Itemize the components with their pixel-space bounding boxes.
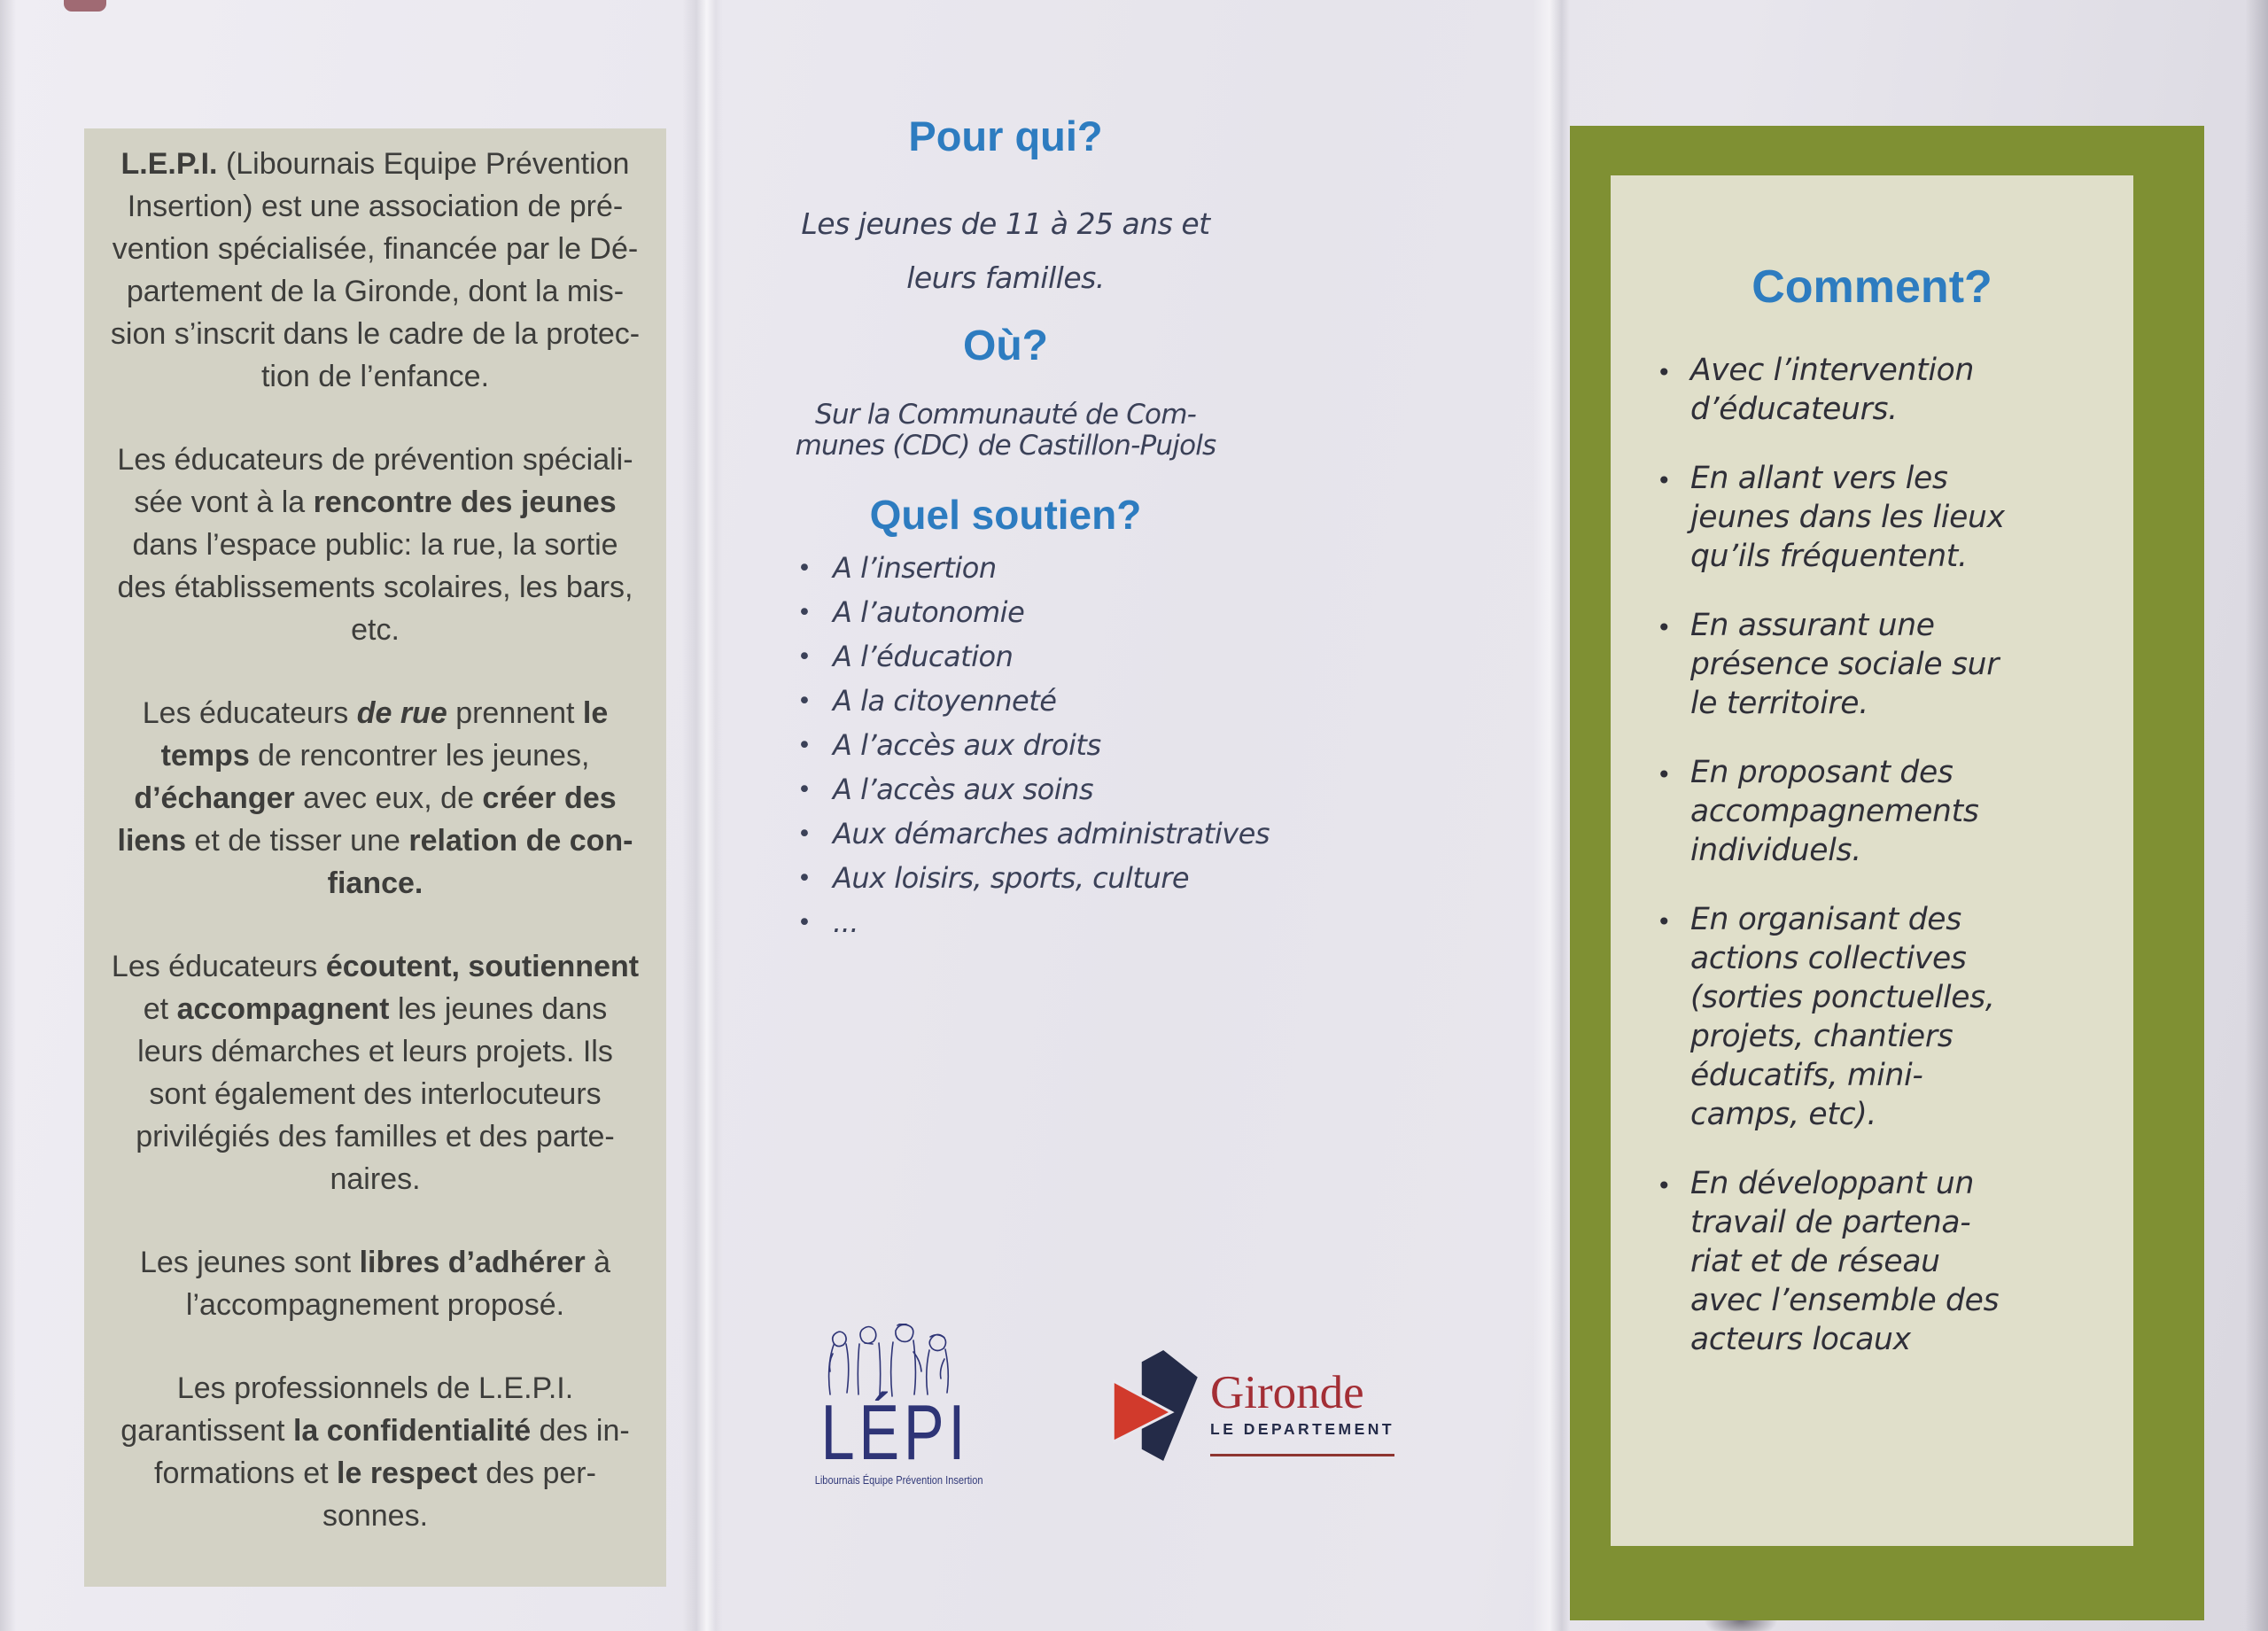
paragraph xyxy=(97,945,654,1200)
text-segment: relation de con- xyxy=(408,824,633,858)
bullet-item: • A la citoyenneté xyxy=(833,679,1270,723)
bullet-item: • En assurant une présence sociale sur le territoire. xyxy=(1690,606,2101,723)
gironde-logo-name: Gironde xyxy=(1210,1367,1364,1418)
text-segment: de rue xyxy=(356,696,447,730)
heading-ou: Où? xyxy=(963,322,1048,369)
bullet-item: • A l’éducation xyxy=(833,634,1270,679)
pour-qui-answer: Les jeunes de 11 à 25 ans et leurs familles. xyxy=(801,206,1210,295)
bullet-item: • En proposant des accompagnements individuels. xyxy=(1690,753,2101,870)
text-segment: l’accompagnement proposé. xyxy=(185,1288,565,1322)
text-segment: écoutent, soutiennent xyxy=(325,950,640,983)
bullet-item: • En développant un travail de partena- riat et de réseau avec l’ensemble des acteurs locaux xyxy=(1690,1164,2101,1359)
bullet-item: • En allant vers les jeunes dans les lieux qu’ils fréquentent. xyxy=(1690,459,2101,576)
text-segment: etc. xyxy=(351,613,400,647)
text-segment: de rencontrer les jeunes, xyxy=(249,739,590,773)
text-segment: fiance. xyxy=(327,866,423,900)
paragraph xyxy=(97,692,654,905)
text-segment: Insertion) est une association de pré- xyxy=(127,190,624,223)
text-segment: libres d’adhérer xyxy=(359,1246,586,1279)
text-segment: sion s’inscrit dans le cadre de la protec- xyxy=(110,317,641,351)
left-panel-text xyxy=(84,128,666,1587)
lepi-logo-tagline: Libournais Équipe Prévention Insertion xyxy=(814,1473,983,1487)
bullet-item: • En organisant des actions collectives (sorties ponctuelles, projets, chantiers éducatifs, mini- camps, etc). xyxy=(1690,900,2101,1134)
fold-crease-right xyxy=(1533,0,1570,1631)
text-segment: les jeunes dans xyxy=(389,992,608,1026)
ou-answer: Sur la Communauté de Com- munes (CDC) de Castillon-Pujols xyxy=(795,399,1216,462)
text-segment: d’échanger xyxy=(134,781,295,815)
comment-card xyxy=(1611,175,2133,1546)
text-segment: à xyxy=(585,1246,611,1279)
text-segment: leurs démarches et leurs projets. Ils xyxy=(137,1035,613,1068)
text-segment: avec eux, de xyxy=(294,781,483,815)
paper-edge-left xyxy=(0,0,16,1631)
text-segment: des per- xyxy=(477,1456,596,1490)
text-segment: formations et xyxy=(154,1456,338,1490)
bullet-item: • ... xyxy=(833,900,1270,944)
text-segment: liens xyxy=(117,824,186,858)
gironde-logo-icon xyxy=(1113,1350,1198,1462)
text-segment: privilégiés des familles et des parte- xyxy=(136,1120,615,1153)
heading-pour-qui: Pour qui? xyxy=(908,113,1103,159)
gironde-logo xyxy=(1113,1350,1394,1462)
comment-bullet-list xyxy=(1611,351,2133,1359)
text-segment: et de tisser une xyxy=(185,824,409,858)
paper-edge-right xyxy=(2245,0,2268,1631)
text-segment: sée vont à la xyxy=(134,485,314,519)
text-segment: des établissements scolaires, les bars, xyxy=(117,571,633,604)
text-segment: (Libournais Equipe Prévention xyxy=(217,147,630,181)
text-segment: garantissent xyxy=(120,1414,293,1448)
text-segment: L.E.P.I. xyxy=(120,147,218,181)
bullet-item: • Aux démarches administratives xyxy=(833,812,1270,856)
bullet-item: • Aux loisirs, sports, culture xyxy=(833,856,1270,900)
text-segment: Les éducateurs de prévention spéciali- xyxy=(117,443,633,477)
text-segment: sont également des interlocuteurs xyxy=(149,1077,602,1111)
text-segment: accompagnent xyxy=(176,992,390,1026)
support-bullet-list xyxy=(833,546,1270,944)
text-segment: et xyxy=(143,992,177,1026)
bullet-item: • A l’autonomie xyxy=(833,590,1270,634)
bullet-item: • A l’accès aux soins xyxy=(833,767,1270,812)
gironde-logo-subtitle: LE DEPARTEMENT xyxy=(1210,1420,1395,1438)
paragraph xyxy=(97,1367,654,1537)
text-segment: tion de l’enfance. xyxy=(260,360,490,393)
text-segment: créer des xyxy=(482,781,617,815)
text-segment: des in- xyxy=(531,1414,630,1448)
text-segment: rencontre des jeunes xyxy=(313,485,617,519)
bullet-item: • A l’accès aux droits xyxy=(833,723,1270,767)
heading-quel-soutien: Quel soutien? xyxy=(869,492,1142,538)
lepi-logo-name: LÉPI xyxy=(820,1388,970,1476)
text-segment: Les jeunes sont xyxy=(139,1246,360,1279)
corner-mark xyxy=(64,0,106,12)
lepi-logo xyxy=(802,1324,983,1487)
text-segment: Les éducateurs xyxy=(142,696,357,730)
fold-crease-left xyxy=(682,0,723,1631)
bullet-item: • A l’insertion xyxy=(833,546,1270,590)
bullet-item: • Avec l’intervention d’éducateurs. xyxy=(1690,351,2101,429)
gironde-logo-rule xyxy=(1210,1454,1394,1456)
text-segment: la confidentialité xyxy=(292,1414,532,1448)
text-segment: naires. xyxy=(330,1162,421,1196)
text-segment: sonnes. xyxy=(322,1499,429,1533)
text-segment: le respect xyxy=(337,1456,478,1490)
text-segment: temps xyxy=(160,739,250,773)
paragraph xyxy=(97,143,654,398)
text-segment: prennent xyxy=(447,696,583,730)
text-segment: le xyxy=(582,696,609,730)
right-panel xyxy=(1570,126,2204,1620)
text-segment: Les professionnels de L.E.P.I. xyxy=(176,1371,574,1405)
text-segment: dans l’espace public: la rue, la sortie xyxy=(132,528,618,562)
gironde-logo-text xyxy=(1210,1350,1394,1456)
paragraph xyxy=(97,439,654,651)
heading-comment: Comment? xyxy=(1751,261,1992,313)
text-segment: vention spécialisée, financée par le Dé- xyxy=(112,232,639,266)
paragraph xyxy=(97,1241,654,1326)
text-segment: partement de la Gironde, dont la mis- xyxy=(126,275,625,308)
text-segment: Les éducateurs xyxy=(111,950,326,983)
